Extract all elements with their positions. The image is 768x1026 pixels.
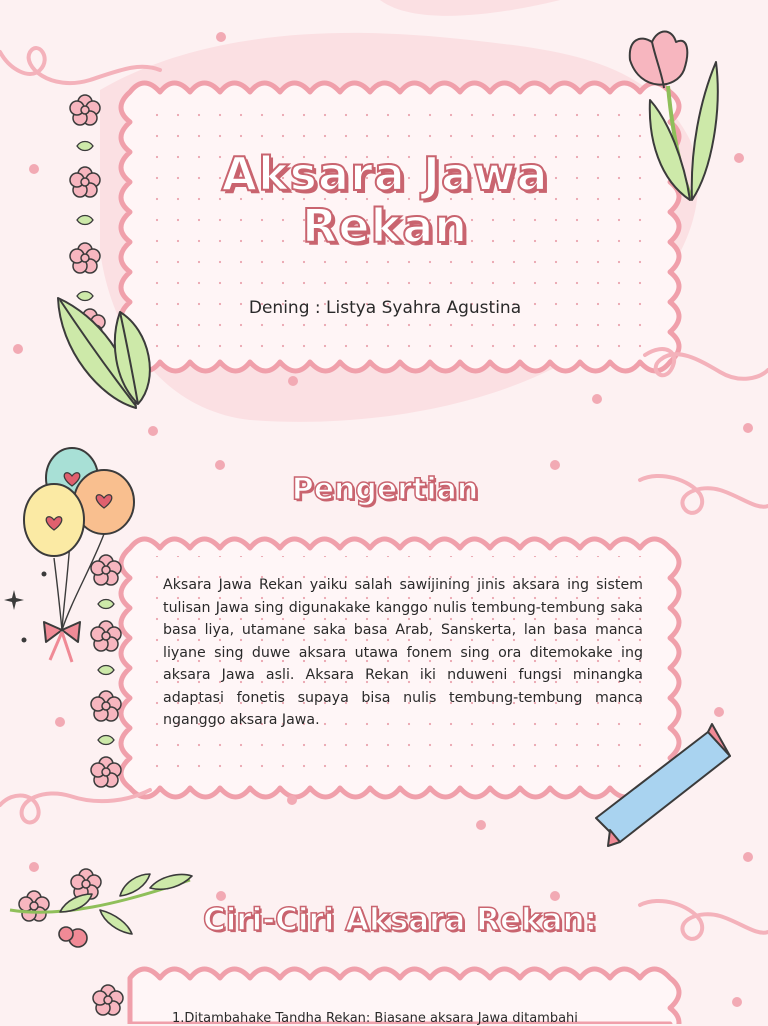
pengertian-paragraph: Aksara Jawa Rekan yaiku salah sawijining jinis aksara ing sistem tulisan Jawa sing digunakake kanggo nulis tembung-tembung saka basa liya, utamane saka basa Arab, Sanskerta, lan basa manca liyane sing duwe aksara utawa fonem sing ora ditemokake ing aksara Jawa asli. Aksara Rekan iki nduweni fungsi minangka adaptasi fonetis supaya bisa nulis tembung-tembung manca nganggo aksara Jawa. (163, 577, 643, 728)
section-heading-ciri: Ciri-Ciri Aksara Rekan: (202, 902, 598, 938)
section-heading-pengertian: Pengertian (291, 472, 479, 507)
page-title (150, 148, 620, 252)
author-line: Dening : Listya Syahra Agustina (248, 298, 522, 318)
title-line-1: Aksara Jawa (221, 147, 549, 201)
title-line-2: Rekan (302, 199, 468, 253)
ciri-list-item-1: 1.Ditambahake Tandha Rekan: Biasane aksara Jawa ditambahi (172, 1011, 578, 1026)
